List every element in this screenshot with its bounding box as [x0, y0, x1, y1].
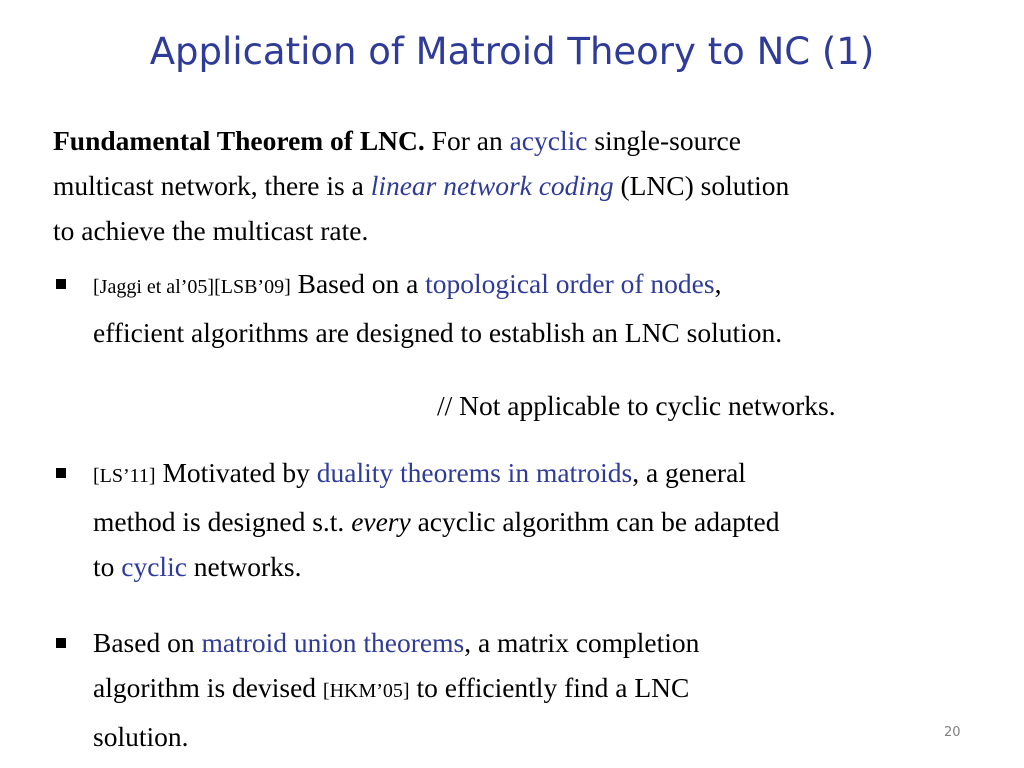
bullet-text: networks.: [186, 551, 302, 582]
highlight-cyclic: cyclic: [121, 551, 187, 582]
bullet-line: [93, 450, 780, 499]
note-comment: // Not applicable to cyclic networks.: [437, 390, 836, 421]
bullet-text: Based on: [93, 627, 202, 658]
bullet-text: to: [93, 551, 122, 582]
theorem-text: For an: [424, 125, 510, 156]
theorem-paragraph: [53, 118, 983, 253]
bullet-square-icon: [56, 468, 66, 478]
theorem-line-3: to achieve the multicast rate.: [53, 215, 369, 246]
citation: [Jaggi et al’05][LSB’09]: [93, 276, 291, 298]
bullet-line: [93, 665, 699, 714]
theorem-line-2: [53, 163, 983, 208]
bullet-square-icon: [56, 279, 66, 289]
highlight-topological-order: topological order of nodes: [425, 268, 715, 299]
bullet-line: [93, 620, 699, 665]
bullet-text: , a matrix completion: [464, 627, 700, 658]
page-number: 20: [944, 725, 961, 740]
highlight-acyclic: acyclic: [509, 125, 588, 156]
bullet-square-icon: [56, 638, 66, 648]
theorem-line-1: [53, 118, 983, 163]
bullet-text: acyclic algorithm can be adapted: [410, 506, 780, 537]
theorem-text: (LNC) solution: [613, 170, 790, 201]
citation: [LS’11]: [93, 465, 156, 487]
highlight-linear-network-coding: linear network coding: [370, 170, 614, 201]
bullet-text: Based on a: [290, 268, 426, 299]
bullet-line: [93, 544, 780, 589]
theorem-text: multicast network, there is a: [53, 170, 371, 201]
bullet-text: , a general: [632, 457, 746, 488]
highlight-matroid-union: matroid union theorems: [201, 627, 465, 658]
bullet-line: [93, 261, 782, 310]
bullet-text: algorithm is devised: [93, 672, 323, 703]
highlight-duality-theorems: duality theorems in matroids: [316, 457, 633, 488]
bullet-text: method is designed s.t.: [93, 506, 352, 537]
bullet-line: efficient algorithms are designed to establish an LNC solution.: [93, 317, 783, 348]
bullet-text: to efficiently find a LNC: [409, 672, 690, 703]
bullet-text: Motivated by: [155, 457, 317, 488]
bullet-line: solution.: [93, 721, 189, 752]
slide-title: Application of Matroid Theory to NC (1): [149, 30, 875, 73]
theorem-name: Fundamental Theorem of LNC.: [53, 125, 425, 156]
emphasis-every: every: [351, 506, 411, 537]
bullet-line: [93, 499, 780, 544]
theorem-text: single-source: [587, 125, 741, 156]
citation: [HKM’05]: [322, 680, 410, 702]
bullet-text: ,: [714, 268, 722, 299]
